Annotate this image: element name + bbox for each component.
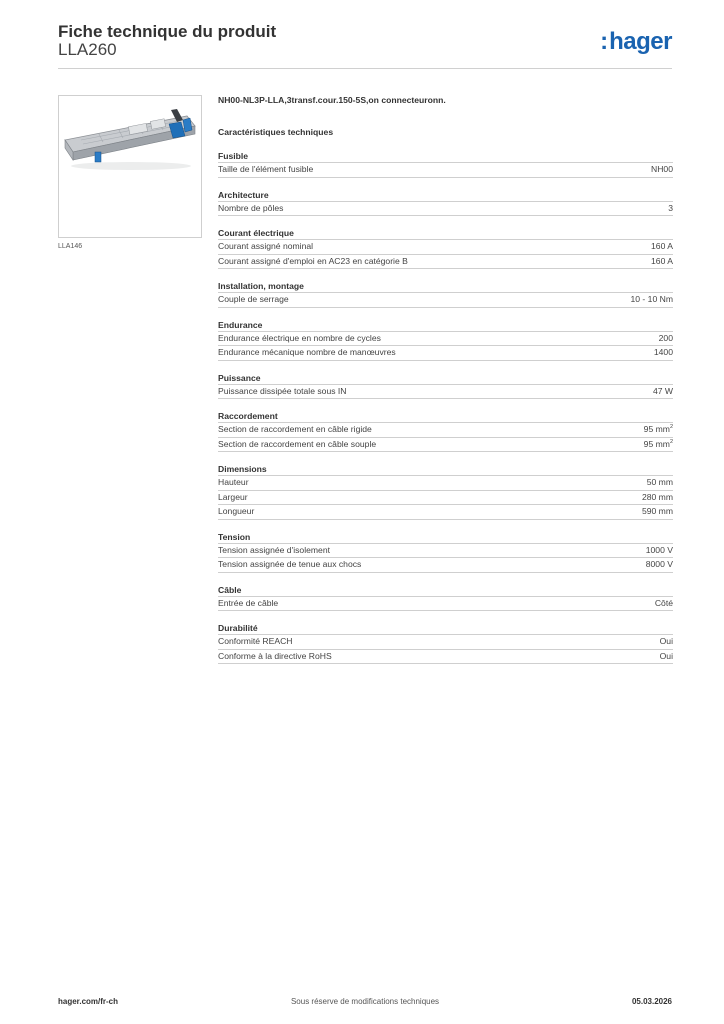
spec-group-title: Câble	[218, 585, 673, 597]
spec-group-title: Endurance	[218, 320, 673, 332]
spec-value-text: 50 mm	[646, 477, 673, 487]
spec-label: Tension assignée de tenue aux chocs	[218, 559, 362, 569]
spec-value-text: 590 mm	[641, 506, 673, 516]
spec-group	[218, 151, 673, 178]
spec-row	[218, 163, 673, 178]
spec-row	[218, 505, 673, 520]
spec-groups	[218, 151, 673, 664]
spec-value-text: NH00	[651, 164, 673, 174]
spec-value	[668, 202, 673, 216]
spec-value	[655, 597, 673, 611]
spec-value-text: 160 A	[651, 241, 673, 251]
spec-value-text: 47 W	[652, 385, 673, 396]
spec-group-title: Raccordement	[218, 411, 673, 423]
spec-value-text: Oui	[659, 636, 673, 646]
spec-row	[218, 597, 673, 612]
spec-value	[644, 423, 673, 437]
product-description: NH00-NL3P-LLA,3transf.cour.150-5S,on connecteuronn.	[218, 95, 446, 105]
spec-row	[218, 332, 673, 347]
page-header	[58, 22, 672, 68]
spec-value-text: 8000 V	[645, 559, 673, 569]
spec-label: Nombre de pôles	[218, 202, 284, 213]
spec-row	[218, 293, 673, 308]
spec-value	[647, 476, 673, 490]
spec-label: Couple de serrage	[218, 294, 289, 304]
spec-group-title: Durabilité	[218, 623, 673, 635]
footer-date: 05.03.2026	[631, 997, 672, 1006]
spec-label: Endurance électrique en nombre de cycles	[218, 332, 381, 343]
spec-group	[218, 320, 673, 361]
section-heading: Caractéristiques techniques	[218, 127, 334, 137]
header-divider	[58, 68, 672, 69]
hager-logo	[600, 28, 672, 56]
spec-group	[218, 585, 673, 612]
spec-label: Largeur	[218, 491, 248, 502]
busbar-fuse-switch-illustration	[59, 96, 201, 237]
spec-value-text: Côté	[654, 597, 673, 608]
document-title: Fiche technique du produit	[58, 22, 277, 41]
spec-value-text: 95 mm	[643, 424, 670, 434]
spec-group	[218, 281, 673, 308]
spec-group-title: Puissance	[218, 373, 673, 385]
spec-group	[218, 228, 673, 269]
spec-value-superscript: 2	[669, 438, 673, 445]
spec-label: Entrée de câble	[218, 597, 279, 608]
spec-value	[642, 505, 673, 519]
spec-label: Tension assignée d'isolement	[218, 544, 330, 555]
spec-label: Hauteur	[218, 477, 249, 487]
spec-label: Section de raccordement en câble rigide	[218, 424, 372, 434]
spec-row	[218, 255, 673, 270]
spec-group	[218, 411, 673, 452]
spec-row	[218, 544, 673, 559]
spec-label: Section de raccordement en câble souple	[218, 438, 377, 449]
spec-group-title: Architecture	[218, 190, 673, 202]
spec-row	[218, 240, 673, 255]
spec-row	[218, 438, 673, 453]
spec-row	[218, 558, 673, 573]
spec-value	[654, 346, 673, 360]
spec-group	[218, 464, 673, 520]
spec-group	[218, 190, 673, 217]
spec-group-title: Fusible	[218, 151, 673, 163]
spec-value	[651, 163, 673, 177]
product-reference: LLA260	[58, 40, 117, 59]
spec-value	[646, 544, 673, 558]
spec-row	[218, 385, 673, 400]
spec-value-text: 1000 V	[645, 544, 673, 555]
spec-value	[646, 558, 673, 572]
product-image	[58, 95, 202, 238]
spec-row	[218, 635, 673, 650]
spec-label: Conforme à la directive RoHS	[218, 650, 332, 661]
spec-row	[218, 491, 673, 506]
spec-label: Conformité REACH	[218, 636, 293, 646]
spec-label: Endurance mécanique nombre de manœuvres	[218, 347, 396, 357]
spec-value-text: 1400	[653, 347, 673, 357]
spec-group	[218, 373, 673, 400]
spec-label: Courant assigné d'emploi en AC23 en catégorie B	[218, 255, 408, 266]
spec-group	[218, 623, 673, 664]
spec-label: Longueur	[218, 506, 255, 516]
spec-row	[218, 346, 673, 361]
spec-label: Courant assigné nominal	[218, 241, 314, 251]
spec-row	[218, 202, 673, 217]
spec-value	[630, 293, 673, 307]
logo-wordmark: hager	[609, 28, 672, 55]
technical-content	[218, 95, 673, 676]
spec-group-title: Installation, montage	[218, 281, 673, 293]
spec-value	[651, 255, 673, 269]
spec-value	[660, 650, 673, 664]
spec-value-text: 280 mm	[641, 491, 673, 502]
spec-label: Taille de l'élément fusible	[218, 164, 314, 174]
spec-group-title: Courant électrique	[218, 228, 673, 240]
spec-group-title: Tension	[218, 532, 673, 544]
spec-value-text: 95 mm	[643, 438, 670, 449]
spec-row	[218, 650, 673, 665]
spec-value-text: 3	[668, 202, 673, 213]
logo-colon-mark: :	[600, 28, 609, 55]
spec-value-text: 160 A	[651, 255, 673, 266]
spec-value-text: 10 - 10 Nm	[630, 294, 673, 304]
spec-label: Puissance dissipée totale sous IN	[218, 385, 347, 396]
spec-value	[644, 438, 673, 452]
page-footer	[58, 997, 672, 1011]
spec-group	[218, 532, 673, 573]
spec-row	[218, 476, 673, 491]
footer-disclaimer: Sous réserve de modifications techniques	[290, 997, 440, 1006]
spec-value	[653, 385, 673, 399]
spec-value-superscript: 2	[669, 424, 673, 431]
image-caption: LLA146	[58, 243, 83, 250]
spec-group-title: Dimensions	[218, 464, 673, 476]
spec-row	[218, 423, 673, 438]
spec-value	[642, 491, 673, 505]
spec-value	[660, 635, 673, 649]
spec-value	[659, 332, 673, 346]
spec-value-text: 200	[658, 332, 673, 343]
spec-value-text: Oui	[659, 650, 673, 661]
spec-value	[651, 240, 673, 254]
footer-website[interactable]: hager.com/fr-ch	[58, 997, 119, 1006]
